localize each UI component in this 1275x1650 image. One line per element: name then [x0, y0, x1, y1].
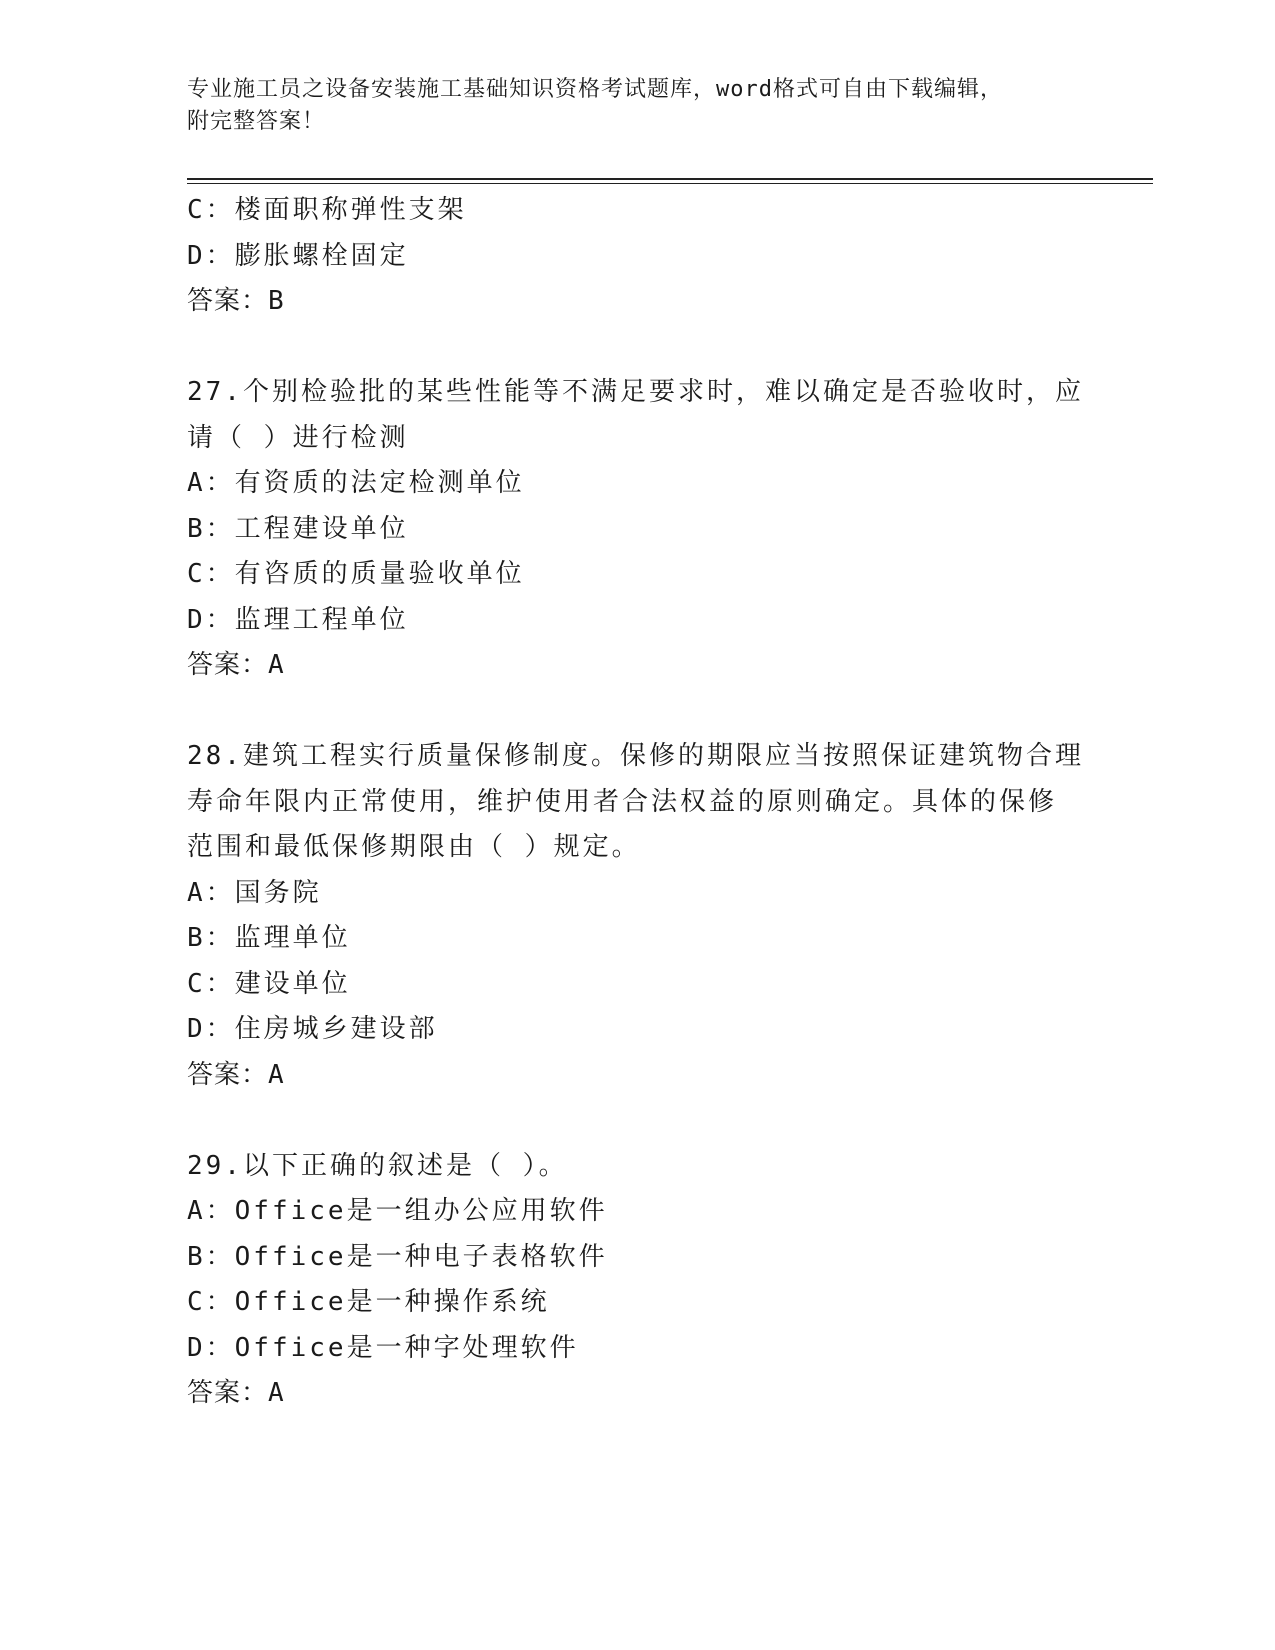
option-d: D：住房城乡建设部: [187, 1014, 438, 1044]
option-a: A：Office是一组办公应用软件: [187, 1196, 608, 1226]
question-stem-line: 寿命年限内正常使用，维护使用者合法权益的原则确定。具体的保修: [187, 786, 1058, 817]
option-a: A：国务院: [187, 877, 322, 908]
header-rule-thick: [187, 178, 1153, 180]
carryover-question: [187, 188, 1087, 325]
question-stem-line: 27.个别检验批的某些性能等不满足要求时，难以确定是否验收时，应: [187, 377, 1084, 407]
option-b: B：Office是一种电子表格软件: [187, 1241, 608, 1272]
option-c: C：有咨质的质量验收单位: [187, 559, 525, 589]
question-stem-line: 29.以下正确的叙述是（ ）。: [187, 1150, 568, 1181]
option-d: D：Office是一种字处理软件: [187, 1332, 579, 1363]
answer-line: 答案：B: [187, 286, 285, 316]
option-c: C：Office是一种操作系统: [187, 1287, 550, 1317]
question-27: [187, 370, 1087, 689]
option-b: B：工程建设单位: [187, 513, 409, 544]
question-28: [187, 734, 1087, 1098]
option-c: C：楼面职称弹性支架: [187, 195, 467, 225]
option-c: C：建设单位: [187, 968, 351, 999]
page-header: [187, 74, 1067, 138]
option-b: B：监理单位: [187, 923, 351, 953]
answer-line: 答案：A: [187, 1059, 285, 1090]
spacer: [187, 325, 1087, 371]
option-a: A：有资质的法定检测单位: [187, 468, 525, 498]
header-line-1: 专业施工员之设备安装施工基础知识资格考试题库，word格式可自由下载编辑，: [187, 77, 1003, 102]
question-stem-line: 范围和最低保修期限由（ ）规定。: [187, 832, 641, 862]
spacer: [187, 1098, 1087, 1144]
header-rule-thin: [187, 183, 1153, 184]
content-body: [187, 188, 1087, 1417]
spacer: [187, 689, 1087, 735]
header-line-2: 附完整答案！: [187, 109, 326, 134]
option-d: D：膨胀螺栓固定: [187, 240, 409, 271]
answer-line: 答案：A: [187, 650, 285, 680]
question-29: [187, 1144, 1087, 1417]
answer-line: 答案：A: [187, 1378, 285, 1408]
question-stem-line: 28.建筑工程实行质量保修制度。保修的期限应当按照保证建筑物合理: [187, 741, 1084, 771]
option-d: D：监理工程单位: [187, 604, 409, 635]
question-stem-line: 请（ ）进行检测: [187, 422, 409, 453]
